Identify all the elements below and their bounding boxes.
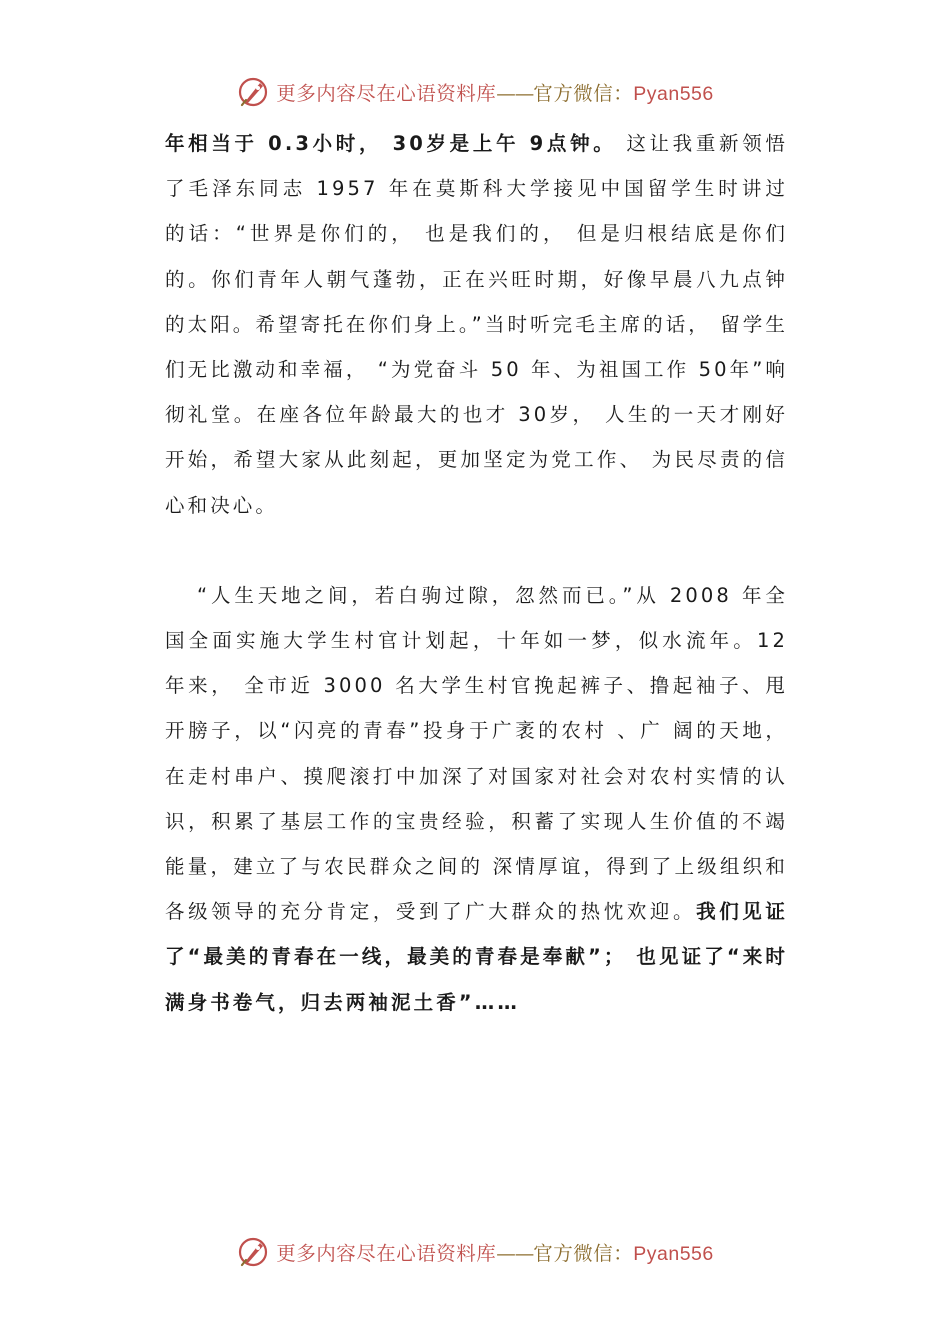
banner-text [276, 1238, 714, 1266]
footer-banner [0, 1232, 950, 1272]
separator: —— [496, 1242, 534, 1265]
quill-logo-icon [236, 75, 270, 109]
wechat-id: Pyan556 [633, 1243, 714, 1265]
paragraph-2 [165, 573, 788, 1025]
paragraph-1-text: 这让我重新领悟了毛泽东同志 1957 年在莫斯科大学接见中国留学生时讲过的话：“世界是你们的， 也是我们的， 但是归根结底是你们的。你们青年人朝气蓬勃，正在兴旺时期，好像早晨八九点钟的太阳。希望寄托在你们身上。”当时听完毛主席的话， 留学生们无比激动和幸福， “为党奋斗 50 年、为祖国工作 50年”响彻礼堂。在座各位年龄最大的也才 30岁， 人生的一天才刚好开始，希望大家从此刻起，更加坚定为党工作、 为民尽责的信心和决心。 [165, 132, 788, 517]
brand-text: 更多内容尽在心语资料库 [276, 1242, 497, 1265]
document-body [165, 121, 788, 1025]
paragraph-1-bold-lead: 年相当于 0.3小时， 30岁是上午 9点钟。 [165, 132, 617, 155]
header-banner [0, 72, 950, 112]
paragraph-2-bold-tail: 我们见证了“最美的青春在一线，最美的青春是奉献”； 也见证了“来时满身书卷气，归去两袖泥土香”…… [165, 900, 788, 1014]
banner-text [276, 78, 714, 106]
quill-logo-icon [236, 1235, 270, 1269]
separator: —— [496, 82, 534, 105]
paragraph-2-text: “人生天地之间，若白驹过隙，忽然而已。”从 2008 年全国全面实施大学生村官计划起，十年如一梦，似水流年。12 年来， 全市近 3000 名大学生村官挽起裤子、撸起袖子、甩开膀子，以“闪亮的青春”投身于广袤的农村 、广 阔的天地，在走村串户、摸爬滚打中加深了对国家对社会对农村实情的认识，积累了基层工作的宝贵经验，积蓄了实现人生价值的不竭能量，建立了与农民群众之间的 深情厚谊，得到了上级组织和各级领导的充分肯定，受到了广大群众的热忱欢迎。 [165, 583, 788, 924]
wechat-label: 官方微信： [533, 1242, 634, 1265]
paragraph-1 [165, 121, 788, 528]
brand-text: 更多内容尽在心语资料库 [276, 82, 497, 105]
wechat-id: Pyan556 [633, 83, 714, 105]
wechat-label: 官方微信： [533, 82, 634, 105]
